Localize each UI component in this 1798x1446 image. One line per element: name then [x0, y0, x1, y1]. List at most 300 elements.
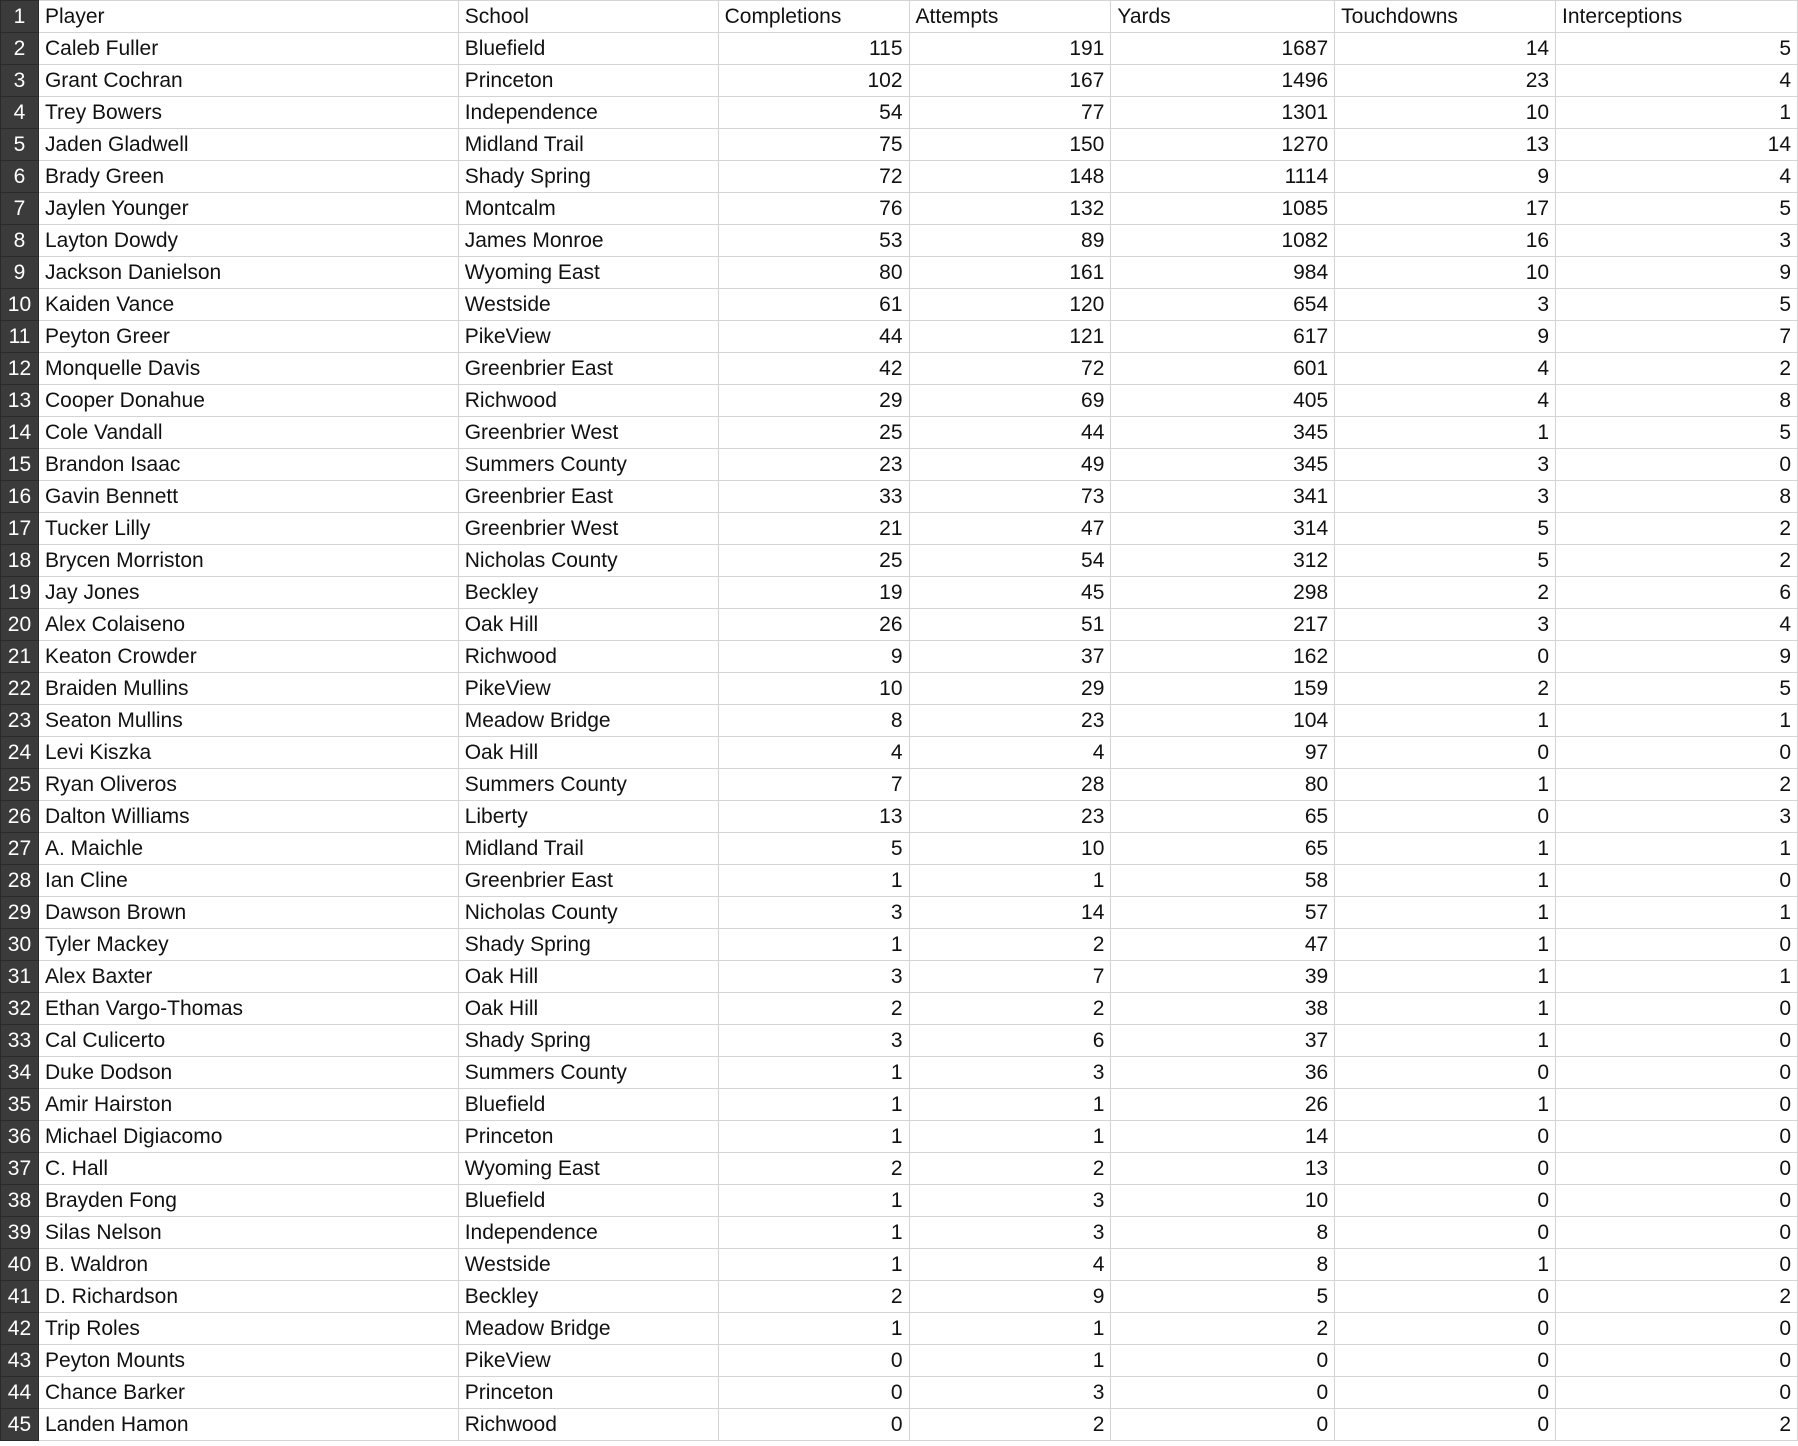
cell-interceptions[interactable]: 6	[1556, 577, 1798, 609]
cell-completions[interactable]: 10	[718, 673, 909, 705]
cell-school[interactable]: Wyoming East	[458, 1153, 718, 1185]
row-number[interactable]: 14	[1, 417, 39, 449]
cell-attempts[interactable]: 2	[909, 993, 1111, 1025]
cell-touchdowns[interactable]: 9	[1335, 161, 1556, 193]
row-number[interactable]: 38	[1, 1185, 39, 1217]
cell-touchdowns[interactable]: 14	[1335, 33, 1556, 65]
cell-player[interactable]: Tucker Lilly	[38, 513, 458, 545]
cell-interceptions[interactable]: 0	[1556, 737, 1798, 769]
cell-yards[interactable]: 159	[1111, 673, 1335, 705]
cell-school[interactable]: Midland Trail	[458, 833, 718, 865]
cell-school[interactable]: Greenbrier West	[458, 417, 718, 449]
cell-touchdowns[interactable]: 0	[1335, 1409, 1556, 1441]
cell-completions[interactable]: 2	[718, 993, 909, 1025]
header-cell-interceptions[interactable]: Interceptions	[1556, 1, 1798, 33]
header-cell-touchdowns[interactable]: Touchdowns	[1335, 1, 1556, 33]
cell-attempts[interactable]: 1	[909, 1345, 1111, 1377]
cell-touchdowns[interactable]: 1	[1335, 961, 1556, 993]
cell-attempts[interactable]: 29	[909, 673, 1111, 705]
cell-school[interactable]: Princeton	[458, 65, 718, 97]
cell-touchdowns[interactable]: 0	[1335, 1057, 1556, 1089]
cell-yards[interactable]: 654	[1111, 289, 1335, 321]
cell-interceptions[interactable]: 0	[1556, 1313, 1798, 1345]
cell-yards[interactable]: 1496	[1111, 65, 1335, 97]
cell-interceptions[interactable]: 1	[1556, 97, 1798, 129]
cell-player[interactable]: Grant Cochran	[38, 65, 458, 97]
row-number[interactable]: 9	[1, 257, 39, 289]
row-number[interactable]: 33	[1, 1025, 39, 1057]
cell-player[interactable]: Keaton Crowder	[38, 641, 458, 673]
cell-player[interactable]: Dalton Williams	[38, 801, 458, 833]
cell-school[interactable]: Shady Spring	[458, 161, 718, 193]
row-number[interactable]: 10	[1, 289, 39, 321]
cell-attempts[interactable]: 121	[909, 321, 1111, 353]
cell-player[interactable]: Jackson Danielson	[38, 257, 458, 289]
cell-attempts[interactable]: 1	[909, 1121, 1111, 1153]
cell-completions[interactable]: 25	[718, 545, 909, 577]
cell-touchdowns[interactable]: 0	[1335, 641, 1556, 673]
cell-attempts[interactable]: 14	[909, 897, 1111, 929]
row-number[interactable]: 12	[1, 353, 39, 385]
cell-touchdowns[interactable]: 10	[1335, 257, 1556, 289]
cell-attempts[interactable]: 6	[909, 1025, 1111, 1057]
row-number[interactable]: 30	[1, 929, 39, 961]
cell-attempts[interactable]: 167	[909, 65, 1111, 97]
cell-player[interactable]: Ian Cline	[38, 865, 458, 897]
cell-yards[interactable]: 341	[1111, 481, 1335, 513]
cell-completions[interactable]: 61	[718, 289, 909, 321]
cell-player[interactable]: Jaden Gladwell	[38, 129, 458, 161]
cell-player[interactable]: Levi Kiszka	[38, 737, 458, 769]
row-number[interactable]: 41	[1, 1281, 39, 1313]
cell-school[interactable]: Midland Trail	[458, 129, 718, 161]
row-number[interactable]: 7	[1, 193, 39, 225]
cell-touchdowns[interactable]: 3	[1335, 449, 1556, 481]
cell-player[interactable]: Chance Barker	[38, 1377, 458, 1409]
cell-completions[interactable]: 102	[718, 65, 909, 97]
cell-attempts[interactable]: 73	[909, 481, 1111, 513]
cell-player[interactable]: Jaylen Younger	[38, 193, 458, 225]
cell-touchdowns[interactable]: 0	[1335, 1217, 1556, 1249]
cell-attempts[interactable]: 120	[909, 289, 1111, 321]
cell-completions[interactable]: 3	[718, 897, 909, 929]
cell-attempts[interactable]: 28	[909, 769, 1111, 801]
cell-school[interactable]: Nicholas County	[458, 897, 718, 929]
cell-yards[interactable]: 345	[1111, 449, 1335, 481]
cell-completions[interactable]: 19	[718, 577, 909, 609]
cell-attempts[interactable]: 10	[909, 833, 1111, 865]
cell-touchdowns[interactable]: 1	[1335, 833, 1556, 865]
cell-yards[interactable]: 1085	[1111, 193, 1335, 225]
header-cell-player[interactable]: Player	[38, 1, 458, 33]
cell-yards[interactable]: 26	[1111, 1089, 1335, 1121]
cell-school[interactable]: Montcalm	[458, 193, 718, 225]
cell-school[interactable]: Greenbrier West	[458, 513, 718, 545]
cell-interceptions[interactable]: 4	[1556, 65, 1798, 97]
cell-interceptions[interactable]: 2	[1556, 1409, 1798, 1441]
cell-attempts[interactable]: 47	[909, 513, 1111, 545]
header-cell-attempts[interactable]: Attempts	[909, 1, 1111, 33]
cell-yards[interactable]: 58	[1111, 865, 1335, 897]
cell-interceptions[interactable]: 3	[1556, 225, 1798, 257]
cell-interceptions[interactable]: 0	[1556, 1249, 1798, 1281]
cell-attempts[interactable]: 2	[909, 929, 1111, 961]
cell-attempts[interactable]: 69	[909, 385, 1111, 417]
row-number[interactable]: 31	[1, 961, 39, 993]
cell-interceptions[interactable]: 1	[1556, 833, 1798, 865]
cell-player[interactable]: Brandon Isaac	[38, 449, 458, 481]
cell-school[interactable]: PikeView	[458, 673, 718, 705]
cell-interceptions[interactable]: 7	[1556, 321, 1798, 353]
cell-touchdowns[interactable]: 2	[1335, 577, 1556, 609]
cell-interceptions[interactable]: 0	[1556, 1057, 1798, 1089]
row-number[interactable]: 45	[1, 1409, 39, 1441]
cell-yards[interactable]: 617	[1111, 321, 1335, 353]
cell-school[interactable]: Oak Hill	[458, 961, 718, 993]
cell-touchdowns[interactable]: 2	[1335, 673, 1556, 705]
cell-player[interactable]: B. Waldron	[38, 1249, 458, 1281]
cell-yards[interactable]: 37	[1111, 1025, 1335, 1057]
cell-interceptions[interactable]: 0	[1556, 1121, 1798, 1153]
cell-yards[interactable]: 39	[1111, 961, 1335, 993]
cell-school[interactable]: PikeView	[458, 321, 718, 353]
cell-yards[interactable]: 80	[1111, 769, 1335, 801]
cell-completions[interactable]: 3	[718, 961, 909, 993]
cell-completions[interactable]: 8	[718, 705, 909, 737]
cell-yards[interactable]: 36	[1111, 1057, 1335, 1089]
cell-school[interactable]: Nicholas County	[458, 545, 718, 577]
cell-completions[interactable]: 1	[718, 1249, 909, 1281]
cell-interceptions[interactable]: 9	[1556, 257, 1798, 289]
cell-completions[interactable]: 4	[718, 737, 909, 769]
cell-school[interactable]: Summers County	[458, 449, 718, 481]
cell-yards[interactable]: 162	[1111, 641, 1335, 673]
cell-interceptions[interactable]: 2	[1556, 513, 1798, 545]
cell-completions[interactable]: 1	[718, 1185, 909, 1217]
cell-attempts[interactable]: 132	[909, 193, 1111, 225]
cell-touchdowns[interactable]: 1	[1335, 929, 1556, 961]
cell-touchdowns[interactable]: 1	[1335, 993, 1556, 1025]
cell-player[interactable]: Caleb Fuller	[38, 33, 458, 65]
cell-interceptions[interactable]: 2	[1556, 769, 1798, 801]
cell-attempts[interactable]: 4	[909, 1249, 1111, 1281]
cell-player[interactable]: Ryan Oliveros	[38, 769, 458, 801]
row-number[interactable]: 16	[1, 481, 39, 513]
cell-completions[interactable]: 54	[718, 97, 909, 129]
cell-attempts[interactable]: 1	[909, 1313, 1111, 1345]
cell-yards[interactable]: 217	[1111, 609, 1335, 641]
cell-yards[interactable]: 57	[1111, 897, 1335, 929]
cell-attempts[interactable]: 2	[909, 1409, 1111, 1441]
cell-player[interactable]: Jay Jones	[38, 577, 458, 609]
row-number[interactable]: 3	[1, 65, 39, 97]
cell-attempts[interactable]: 1	[909, 865, 1111, 897]
cell-player[interactable]: Layton Dowdy	[38, 225, 458, 257]
cell-touchdowns[interactable]: 3	[1335, 481, 1556, 513]
cell-attempts[interactable]: 44	[909, 417, 1111, 449]
cell-interceptions[interactable]: 14	[1556, 129, 1798, 161]
row-number[interactable]: 24	[1, 737, 39, 769]
cell-school[interactable]: Shady Spring	[458, 929, 718, 961]
cell-interceptions[interactable]: 0	[1556, 865, 1798, 897]
row-number[interactable]: 35	[1, 1089, 39, 1121]
cell-interceptions[interactable]: 2	[1556, 353, 1798, 385]
cell-completions[interactable]: 76	[718, 193, 909, 225]
cell-completions[interactable]: 53	[718, 225, 909, 257]
row-number[interactable]: 32	[1, 993, 39, 1025]
cell-completions[interactable]: 115	[718, 33, 909, 65]
cell-school[interactable]: Independence	[458, 97, 718, 129]
cell-touchdowns[interactable]: 17	[1335, 193, 1556, 225]
row-number[interactable]: 11	[1, 321, 39, 353]
cell-attempts[interactable]: 51	[909, 609, 1111, 641]
cell-interceptions[interactable]: 1	[1556, 705, 1798, 737]
cell-school[interactable]: Shady Spring	[458, 1025, 718, 1057]
cell-yards[interactable]: 984	[1111, 257, 1335, 289]
cell-interceptions[interactable]: 8	[1556, 481, 1798, 513]
row-number[interactable]: 34	[1, 1057, 39, 1089]
cell-touchdowns[interactable]: 0	[1335, 1185, 1556, 1217]
row-number[interactable]: 8	[1, 225, 39, 257]
cell-player[interactable]: Cal Culicerto	[38, 1025, 458, 1057]
cell-interceptions[interactable]: 4	[1556, 161, 1798, 193]
cell-yards[interactable]: 65	[1111, 833, 1335, 865]
cell-attempts[interactable]: 150	[909, 129, 1111, 161]
row-number[interactable]: 1	[1, 1, 39, 33]
cell-player[interactable]: Duke Dodson	[38, 1057, 458, 1089]
cell-player[interactable]: Trey Bowers	[38, 97, 458, 129]
cell-player[interactable]: Trip Roles	[38, 1313, 458, 1345]
cell-completions[interactable]: 44	[718, 321, 909, 353]
cell-touchdowns[interactable]: 1	[1335, 865, 1556, 897]
cell-yards[interactable]: 298	[1111, 577, 1335, 609]
cell-touchdowns[interactable]: 1	[1335, 769, 1556, 801]
cell-player[interactable]: Alex Colaiseno	[38, 609, 458, 641]
cell-touchdowns[interactable]: 23	[1335, 65, 1556, 97]
cell-yards[interactable]: 1687	[1111, 33, 1335, 65]
cell-attempts[interactable]: 45	[909, 577, 1111, 609]
cell-yards[interactable]: 1114	[1111, 161, 1335, 193]
row-number[interactable]: 19	[1, 577, 39, 609]
cell-interceptions[interactable]: 5	[1556, 33, 1798, 65]
row-number[interactable]: 37	[1, 1153, 39, 1185]
cell-player[interactable]: Amir Hairston	[38, 1089, 458, 1121]
cell-touchdowns[interactable]: 16	[1335, 225, 1556, 257]
cell-school[interactable]: PikeView	[458, 1345, 718, 1377]
cell-interceptions[interactable]: 0	[1556, 1217, 1798, 1249]
cell-completions[interactable]: 1	[718, 1313, 909, 1345]
cell-yards[interactable]: 5	[1111, 1281, 1335, 1313]
row-number[interactable]: 5	[1, 129, 39, 161]
cell-completions[interactable]: 1	[718, 929, 909, 961]
cell-interceptions[interactable]: 9	[1556, 641, 1798, 673]
cell-yards[interactable]: 345	[1111, 417, 1335, 449]
cell-school[interactable]: Independence	[458, 1217, 718, 1249]
cell-attempts[interactable]: 3	[909, 1217, 1111, 1249]
cell-completions[interactable]: 1	[718, 865, 909, 897]
cell-school[interactable]: Beckley	[458, 577, 718, 609]
cell-touchdowns[interactable]: 4	[1335, 385, 1556, 417]
cell-attempts[interactable]: 49	[909, 449, 1111, 481]
cell-yards[interactable]: 1270	[1111, 129, 1335, 161]
cell-school[interactable]: Richwood	[458, 385, 718, 417]
cell-player[interactable]: Brycen Morriston	[38, 545, 458, 577]
cell-touchdowns[interactable]: 0	[1335, 1121, 1556, 1153]
cell-yards[interactable]: 47	[1111, 929, 1335, 961]
row-number[interactable]: 44	[1, 1377, 39, 1409]
cell-completions[interactable]: 80	[718, 257, 909, 289]
cell-school[interactable]: Greenbrier East	[458, 353, 718, 385]
cell-touchdowns[interactable]: 3	[1335, 289, 1556, 321]
cell-interceptions[interactable]: 0	[1556, 929, 1798, 961]
cell-attempts[interactable]: 2	[909, 1153, 1111, 1185]
row-number[interactable]: 4	[1, 97, 39, 129]
cell-attempts[interactable]: 3	[909, 1185, 1111, 1217]
cell-interceptions[interactable]: 5	[1556, 673, 1798, 705]
cell-yards[interactable]: 14	[1111, 1121, 1335, 1153]
cell-player[interactable]: Brady Green	[38, 161, 458, 193]
cell-interceptions[interactable]: 5	[1556, 417, 1798, 449]
row-number[interactable]: 43	[1, 1345, 39, 1377]
cell-school[interactable]: Westside	[458, 289, 718, 321]
cell-touchdowns[interactable]: 1	[1335, 705, 1556, 737]
cell-school[interactable]: Greenbrier East	[458, 865, 718, 897]
cell-interceptions[interactable]: 1	[1556, 897, 1798, 929]
cell-school[interactable]: Summers County	[458, 769, 718, 801]
row-number[interactable]: 42	[1, 1313, 39, 1345]
cell-yards[interactable]: 104	[1111, 705, 1335, 737]
cell-attempts[interactable]: 161	[909, 257, 1111, 289]
cell-touchdowns[interactable]: 1	[1335, 1089, 1556, 1121]
cell-interceptions[interactable]: 5	[1556, 289, 1798, 321]
cell-attempts[interactable]: 3	[909, 1057, 1111, 1089]
cell-touchdowns[interactable]: 1	[1335, 1025, 1556, 1057]
cell-touchdowns[interactable]: 0	[1335, 1377, 1556, 1409]
cell-completions[interactable]: 26	[718, 609, 909, 641]
cell-touchdowns[interactable]: 10	[1335, 97, 1556, 129]
header-cell-completions[interactable]: Completions	[718, 1, 909, 33]
cell-interceptions[interactable]: 0	[1556, 993, 1798, 1025]
cell-attempts[interactable]: 77	[909, 97, 1111, 129]
cell-interceptions[interactable]: 3	[1556, 801, 1798, 833]
row-number[interactable]: 15	[1, 449, 39, 481]
cell-attempts[interactable]: 23	[909, 705, 1111, 737]
cell-school[interactable]: Richwood	[458, 1409, 718, 1441]
cell-yards[interactable]: 405	[1111, 385, 1335, 417]
cell-yards[interactable]: 65	[1111, 801, 1335, 833]
cell-attempts[interactable]: 1	[909, 1089, 1111, 1121]
cell-player[interactable]: Cooper Donahue	[38, 385, 458, 417]
cell-yards[interactable]: 312	[1111, 545, 1335, 577]
cell-attempts[interactable]: 3	[909, 1377, 1111, 1409]
cell-completions[interactable]: 1	[718, 1089, 909, 1121]
cell-player[interactable]: Braiden Mullins	[38, 673, 458, 705]
cell-completions[interactable]: 33	[718, 481, 909, 513]
cell-attempts[interactable]: 54	[909, 545, 1111, 577]
cell-completions[interactable]: 42	[718, 353, 909, 385]
cell-attempts[interactable]: 89	[909, 225, 1111, 257]
cell-touchdowns[interactable]: 5	[1335, 545, 1556, 577]
cell-player[interactable]: Cole Vandall	[38, 417, 458, 449]
row-number[interactable]: 13	[1, 385, 39, 417]
cell-attempts[interactable]: 72	[909, 353, 1111, 385]
cell-player[interactable]: Peyton Greer	[38, 321, 458, 353]
cell-completions[interactable]: 5	[718, 833, 909, 865]
cell-yards[interactable]: 0	[1111, 1345, 1335, 1377]
row-number[interactable]: 28	[1, 865, 39, 897]
cell-attempts[interactable]: 7	[909, 961, 1111, 993]
cell-player[interactable]: Kaiden Vance	[38, 289, 458, 321]
cell-interceptions[interactable]: 4	[1556, 609, 1798, 641]
cell-school[interactable]: Beckley	[458, 1281, 718, 1313]
cell-interceptions[interactable]: 0	[1556, 449, 1798, 481]
cell-player[interactable]: C. Hall	[38, 1153, 458, 1185]
cell-touchdowns[interactable]: 0	[1335, 1153, 1556, 1185]
cell-school[interactable]: Greenbrier East	[458, 481, 718, 513]
cell-touchdowns[interactable]: 0	[1335, 1281, 1556, 1313]
cell-player[interactable]: Gavin Bennett	[38, 481, 458, 513]
row-number[interactable]: 29	[1, 897, 39, 929]
cell-school[interactable]: Princeton	[458, 1121, 718, 1153]
cell-school[interactable]: Wyoming East	[458, 257, 718, 289]
cell-yards[interactable]: 38	[1111, 993, 1335, 1025]
row-number[interactable]: 39	[1, 1217, 39, 1249]
cell-player[interactable]: Peyton Mounts	[38, 1345, 458, 1377]
cell-interceptions[interactable]: 2	[1556, 1281, 1798, 1313]
header-cell-school[interactable]: School	[458, 1, 718, 33]
cell-completions[interactable]: 2	[718, 1281, 909, 1313]
cell-yards[interactable]: 1082	[1111, 225, 1335, 257]
cell-player[interactable]: Monquelle Davis	[38, 353, 458, 385]
row-number[interactable]: 21	[1, 641, 39, 673]
cell-school[interactable]: Bluefield	[458, 1089, 718, 1121]
cell-yards[interactable]: 314	[1111, 513, 1335, 545]
cell-yards[interactable]: 8	[1111, 1249, 1335, 1281]
cell-school[interactable]: Meadow Bridge	[458, 705, 718, 737]
cell-school[interactable]: Meadow Bridge	[458, 1313, 718, 1345]
cell-player[interactable]: Michael Digiacomo	[38, 1121, 458, 1153]
cell-school[interactable]: Princeton	[458, 1377, 718, 1409]
cell-completions[interactable]: 9	[718, 641, 909, 673]
cell-attempts[interactable]: 37	[909, 641, 1111, 673]
cell-interceptions[interactable]: 0	[1556, 1377, 1798, 1409]
cell-interceptions[interactable]: 2	[1556, 545, 1798, 577]
cell-yards[interactable]: 0	[1111, 1377, 1335, 1409]
cell-completions[interactable]: 25	[718, 417, 909, 449]
cell-touchdowns[interactable]: 9	[1335, 321, 1556, 353]
cell-completions[interactable]: 1	[718, 1121, 909, 1153]
cell-interceptions[interactable]: 0	[1556, 1185, 1798, 1217]
cell-school[interactable]: Summers County	[458, 1057, 718, 1089]
cell-touchdowns[interactable]: 0	[1335, 1313, 1556, 1345]
cell-interceptions[interactable]: 5	[1556, 193, 1798, 225]
cell-completions[interactable]: 0	[718, 1377, 909, 1409]
cell-school[interactable]: Oak Hill	[458, 993, 718, 1025]
cell-player[interactable]: Brayden Fong	[38, 1185, 458, 1217]
cell-touchdowns[interactable]: 5	[1335, 513, 1556, 545]
row-number[interactable]: 23	[1, 705, 39, 737]
cell-yards[interactable]: 2	[1111, 1313, 1335, 1345]
cell-completions[interactable]: 0	[718, 1409, 909, 1441]
cell-attempts[interactable]: 148	[909, 161, 1111, 193]
cell-attempts[interactable]: 23	[909, 801, 1111, 833]
row-number[interactable]: 17	[1, 513, 39, 545]
cell-player[interactable]: Dawson Brown	[38, 897, 458, 929]
cell-completions[interactable]: 23	[718, 449, 909, 481]
cell-player[interactable]: Ethan Vargo-Thomas	[38, 993, 458, 1025]
cell-school[interactable]: Bluefield	[458, 33, 718, 65]
cell-touchdowns[interactable]: 3	[1335, 609, 1556, 641]
